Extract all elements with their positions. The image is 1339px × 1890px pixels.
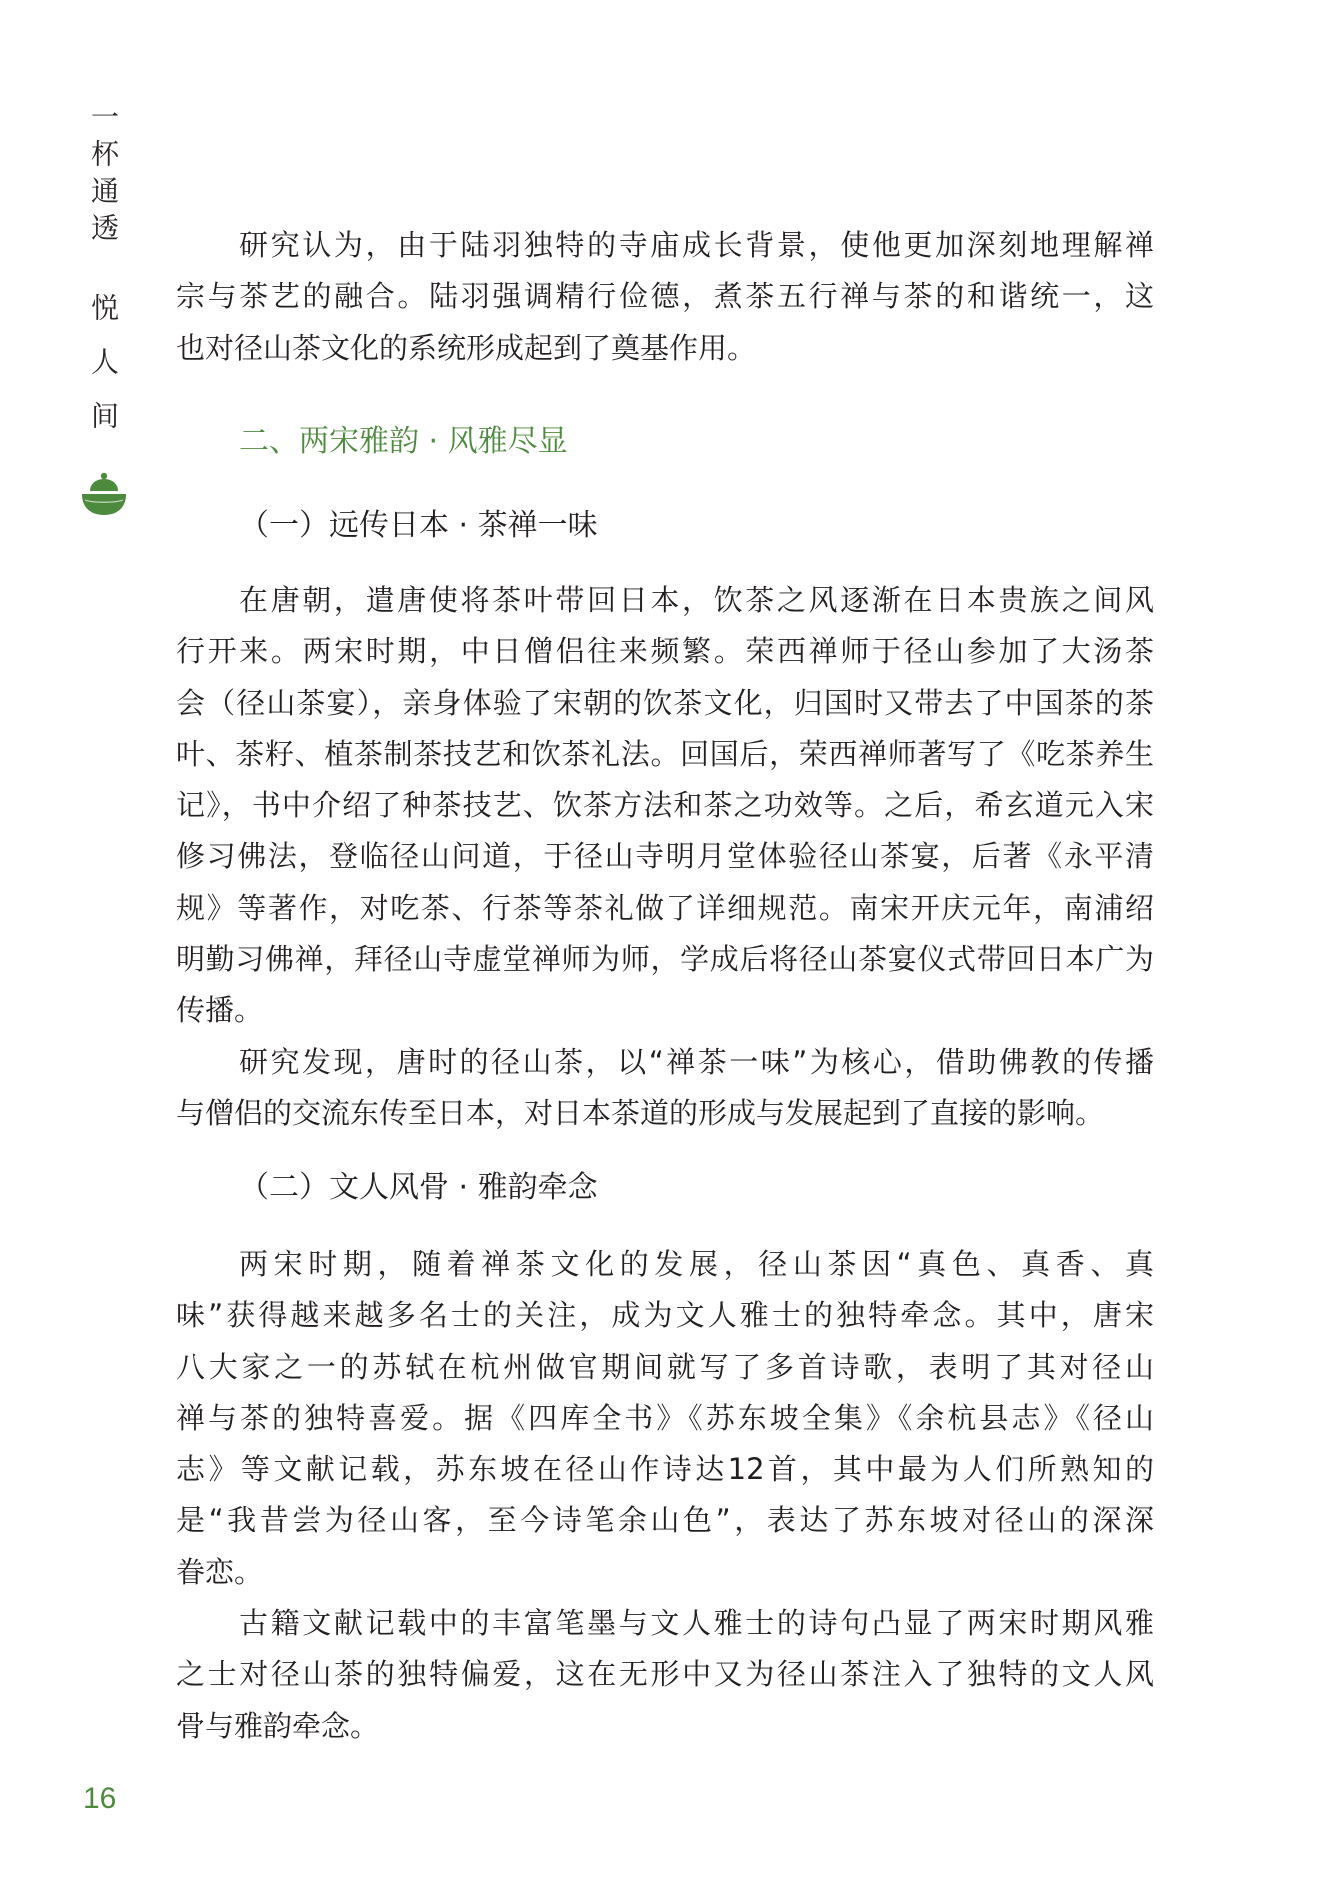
paragraph-line: 规》等著作，对吃茶、行茶等茶礼做了详细规范。南宋开庆元年，南浦绍 <box>176 890 1154 925</box>
subsection-heading-1: （一）远传日本 · 茶禅一味 <box>239 508 598 543</box>
paragraph-line: 眷恋。 <box>176 1554 264 1589</box>
subsection-heading-2: （二）文人风骨 · 雅韵牵念 <box>239 1170 598 1205</box>
paragraph-line: 骨与雅韵牵念。 <box>176 1708 380 1743</box>
paragraph-line: 古籍文献记载中的丰富笔墨与文人雅士的诗句凸显了两宋时期风雅 <box>239 1606 1154 1640</box>
paragraph-line: 修习佛法，登临径山问道，于径山寺明月堂体验径山茶宴，后著《永平清 <box>176 839 1154 874</box>
paragraph-line: 八大家之一的苏轼在杭州做官期间就写了多首诗歌，表明了其对径山 <box>176 1349 1154 1384</box>
paragraph-4 <box>176 1239 1154 1598</box>
paragraph-line: 在唐朝，遣唐使将茶叶带回日本，饮茶之风逐渐在日本贵族之间风 <box>239 583 1154 617</box>
paragraph-line: 宗与茶艺的融合。陆羽强调精行俭德，煮茶五行禅与茶的和谐统一，这 <box>176 279 1154 314</box>
paragraph-line: 是“我昔尝为径山客，至今诗笔余山色”，表达了苏东坡对径山的深深 <box>176 1503 1154 1538</box>
paragraph-line: 味”获得越来越多名士的关注，成为文人雅士的独特牵念。其中，唐宋 <box>176 1298 1154 1333</box>
page-number: 16 <box>83 1782 117 1815</box>
paragraph-3 <box>176 1037 1154 1140</box>
paragraph-line: 会（径山茶宴），亲身体验了宋朝的饮茶文化，归国时又带去了中国茶的茶 <box>176 685 1154 720</box>
paragraph-line: 明勤习佛禅，拜径山寺虚堂禅师为师，学成后将径山茶宴仪式带回日本广为 <box>176 942 1154 977</box>
paragraph-line: 两宋时期，随着禅茶文化的发展，径山茶因“真色、真香、真 <box>239 1247 1154 1281</box>
paragraph-line: 禅与茶的独特喜爱。据《四库全书》《苏东坡全集》《余杭县志》《径山 <box>176 1400 1154 1435</box>
paragraph-line: 志》等文献记载，苏东坡在径山作诗达12首，其中最为人们所熟知的 <box>176 1452 1154 1487</box>
teapot-icon <box>79 470 129 518</box>
paragraph-line: 行开来。两宋时期，中日僧侣往来频繁。荣西禅师于径山参加了大汤茶 <box>176 634 1154 669</box>
paragraph-line: 也对径山茶文化的系统形成起到了奠基作用。 <box>176 330 757 365</box>
paragraph-line: 传播。 <box>176 993 264 1028</box>
paragraph-line: 叶、茶籽、植茶制茶技艺和饮茶礼法。回国后，荣西禅师著写了《吃茶养生 <box>176 736 1154 771</box>
paragraph-5 <box>176 1598 1154 1752</box>
paragraph-1 <box>176 220 1154 374</box>
paragraph-2 <box>176 575 1154 1037</box>
paragraph-line: 研究发现，唐时的径山茶，以“禅茶一味”为核心，借助佛教的传播 <box>239 1045 1154 1079</box>
paragraph-line: 之士对径山茶的独特偏爱，这在无形中又为径山茶注入了独特的文人风 <box>176 1657 1154 1692</box>
section-heading: 二、两宋雅韵 · 风雅尽显 <box>239 424 568 459</box>
running-title-part2: 悦人间 <box>87 293 120 455</box>
paragraph-line: 与僧侣的交流东传至日本，对日本茶道的形成与发展起到了直接的影响。 <box>176 1096 1105 1131</box>
paragraph-line: 记》，书中介绍了种茶技艺、饮茶方法和茶之功效等。之后，希玄道元入宋 <box>176 788 1154 823</box>
paragraph-line: 研究认为，由于陆羽独特的寺庙成长背景，使他更加深刻地理解禅 <box>239 228 1154 262</box>
running-title-part1: 一杯通透 <box>87 102 120 250</box>
